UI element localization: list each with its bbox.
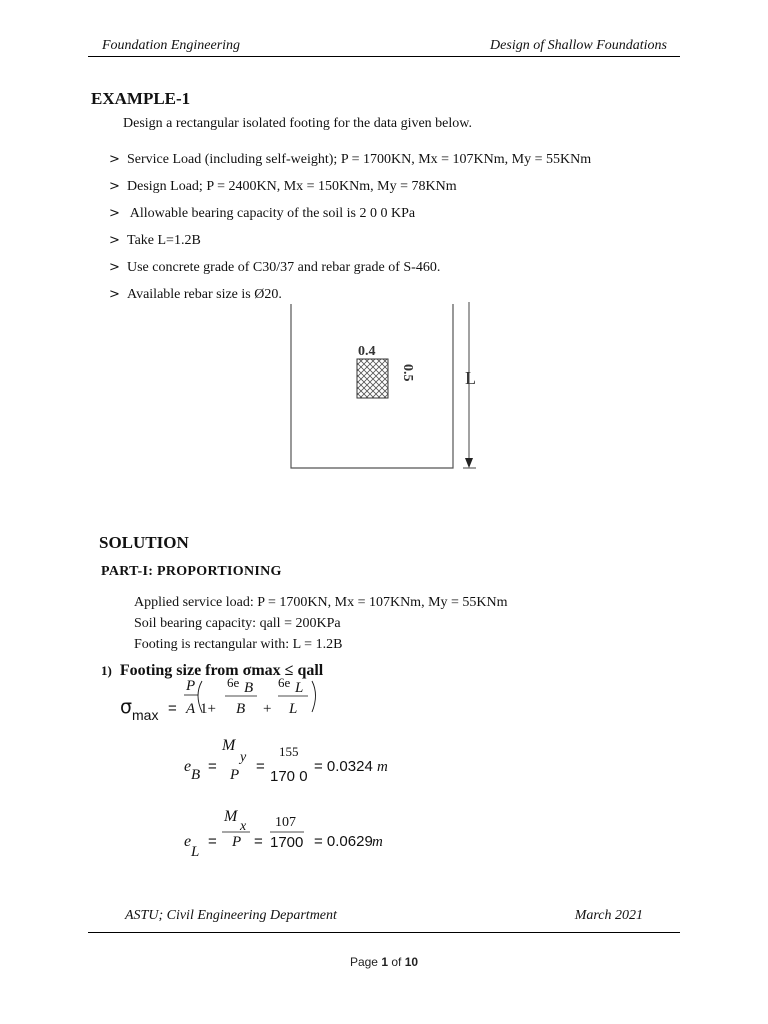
step-title: Footing size from σmax ≤ qall — [119, 662, 324, 679]
list-item: > Available rebar size is Ø20. — [109, 287, 282, 302]
svg-text:= 0.0629: = 0.0629 — [314, 833, 373, 850]
svg-text:P: P — [232, 834, 242, 850]
svg-text:+: + — [263, 701, 272, 717]
svg-text:107: 107 — [275, 815, 296, 830]
svg-text:e: e — [184, 758, 192, 775]
footer-right: March 2021 — [574, 908, 643, 923]
footer-left: ASTU; Civil Engineering Department — [125, 908, 337, 923]
example-title: EXAMPLE-1 — [91, 89, 191, 108]
header-left: Foundation Engineering — [102, 38, 241, 53]
svg-text:P: P — [186, 678, 196, 694]
bullet-arrow-icon: > — [109, 260, 120, 275]
list-item: > Service Load (including self-weight); P = 1700KN, Mx = 107KNm, My = 55KNm — [109, 152, 592, 167]
svg-text:L: L — [289, 701, 298, 717]
svg-text:A: A — [186, 701, 196, 717]
svg-text:B: B — [236, 701, 246, 717]
footer-rule — [88, 932, 680, 933]
bullet-arrow-icon: > — [109, 287, 120, 302]
list-item: Applied service load: P = 1700KN, Mx = 107KNm, My = 55KNm — [134, 595, 508, 610]
example-intro: Design a rectangular isolated footing for the data given below. — [123, 116, 472, 131]
svg-text:=: = — [208, 758, 217, 775]
svg-text:6e: 6e — [278, 676, 291, 690]
footing-plan-figure — [280, 298, 490, 478]
svg-text:=: = — [208, 833, 217, 850]
eccentricity-l-equation — [176, 806, 406, 864]
svg-text:e: e — [184, 833, 192, 850]
bullet-arrow-icon: > — [109, 179, 120, 194]
svg-text:=: = — [256, 758, 265, 775]
svg-text:L: L — [295, 680, 304, 696]
list-item: > Allowable bearing capacity of the soil is 2 0 0 KPa — [109, 206, 416, 221]
svg-text:1+: 1+ — [200, 701, 216, 717]
svg-text:=: = — [168, 700, 177, 717]
length-label: L — [465, 368, 476, 388]
column-depth-label: 0.5 — [400, 364, 415, 382]
svg-text:155: 155 — [279, 744, 299, 759]
svg-text:y: y — [240, 750, 247, 765]
header-rule — [88, 56, 680, 57]
svg-text:m: m — [372, 834, 383, 850]
svg-text:x: x — [240, 819, 247, 834]
header-right: Design of Shallow Foundations — [490, 38, 667, 53]
svg-text:max: max — [132, 707, 159, 723]
bullet-arrow-icon: > — [109, 152, 120, 167]
list-item: Soil bearing capacity: qall = 200KPa — [134, 616, 341, 631]
svg-text:1700: 1700 — [270, 834, 304, 851]
eccentricity-b-equation — [176, 732, 406, 792]
solution-title: SOLUTION — [99, 533, 189, 552]
svg-text:M: M — [222, 737, 236, 754]
list-item: Footing is rectangular with: L = 1.2B — [134, 637, 343, 652]
svg-text:M: M — [224, 808, 238, 825]
svg-text:B: B — [244, 680, 254, 696]
bullet-arrow-icon: > — [109, 233, 120, 248]
step-number: 1) — [101, 663, 112, 678]
svg-text:P: P — [230, 767, 240, 783]
column-width-label: 0.4 — [358, 344, 376, 359]
page-number: Page 1 of 10 — [349, 955, 419, 969]
svg-text:B: B — [191, 767, 201, 783]
sigma-max-equation — [112, 676, 332, 726]
svg-text:170 0: 170 0 — [270, 768, 308, 785]
list-item: > Design Load; P = 2400KN, Mx = 150KNm, My = 78KNm — [109, 179, 457, 194]
svg-text:m: m — [377, 759, 388, 775]
svg-text:L: L — [191, 844, 200, 860]
svg-text:6e: 6e — [227, 676, 240, 690]
column-section — [357, 359, 388, 398]
svg-text:=: = — [254, 833, 263, 850]
list-item: > Take L=1.2B — [109, 233, 201, 248]
svg-text:= 0.0324: = 0.0324 — [314, 758, 373, 775]
bullet-arrow-icon: > — [109, 206, 120, 221]
part-title: PART-I: PROPORTIONING — [101, 564, 282, 579]
list-item: > Use concrete grade of C30/37 and rebar grade of S-460. — [109, 260, 441, 275]
arrowhead-icon — [465, 458, 473, 468]
svg-text:σ: σ — [120, 696, 133, 718]
